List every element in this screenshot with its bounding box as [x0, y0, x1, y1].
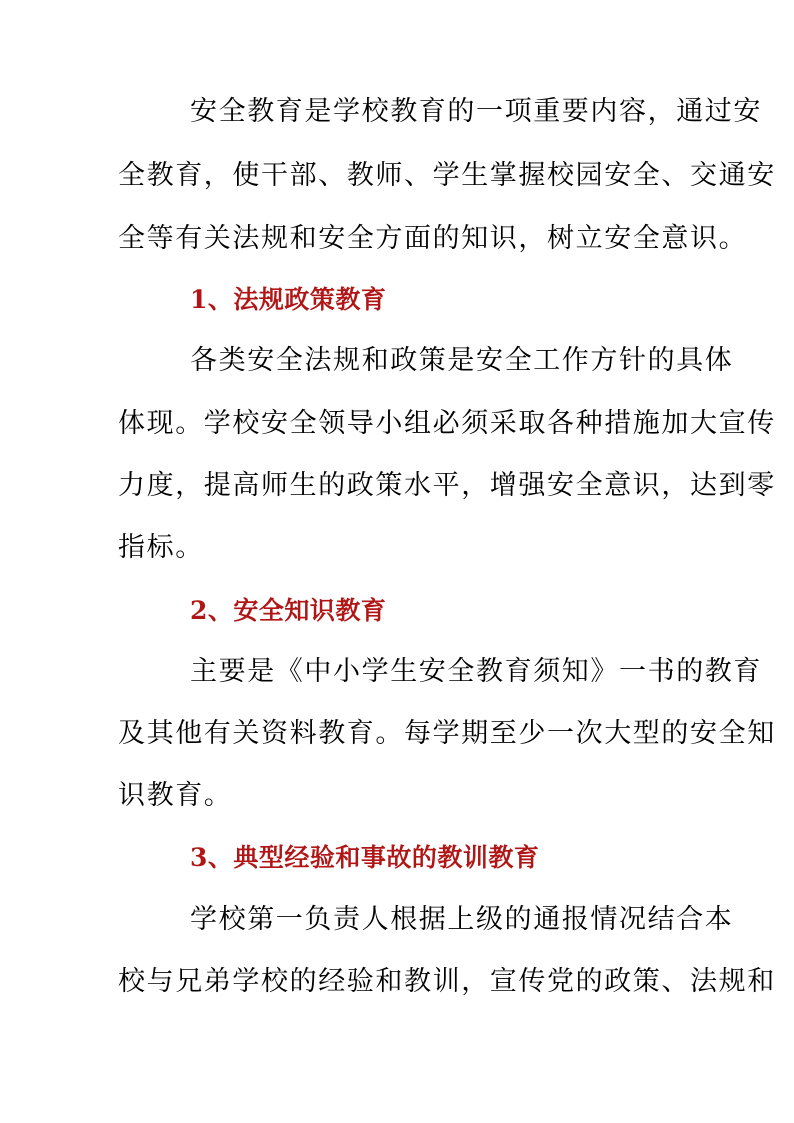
paragraph-2-line-1: 各类安全法规和政策是安全工作方针的具体: [190, 345, 734, 376]
heading-3: 3、典型经验和事故的教训教育: [190, 843, 540, 872]
heading-2: 2、安全知识教育: [190, 596, 387, 625]
paragraph-1-line-3: 全等有关法规和安全方面的知识，树立安全意识。: [118, 223, 748, 254]
heading-1: 1、法规政策教育: [190, 285, 387, 314]
paragraph-1-line-1: 安全教育是学校教育的一项重要内容，通过安: [190, 96, 762, 127]
paragraph-2-line-3: 力度，提高师生的政策水平，增强安全意识，达到零: [118, 470, 776, 501]
paragraph-1-line-2: 全教育，使干部、教师、学生掌握校园安全、交通安: [118, 160, 776, 191]
paragraph-3-line-2: 及其他有关资料教育。每学期至少一次大型的安全知: [118, 718, 776, 749]
paragraph-4-line-1: 学校第一负责人根据上级的通报情况结合本: [190, 904, 734, 935]
paragraph-3-line-3: 识教育。: [118, 780, 233, 811]
paragraph-2-line-2: 体现。学校安全领导小组必须采取各种措施加大宣传: [118, 408, 776, 439]
paragraph-4-line-2: 校与兄弟学校的经验和教训，宣传党的政策、法规和: [118, 966, 776, 997]
paragraph-3-line-1: 主要是《中小学生安全教育须知》一书的教育: [190, 656, 762, 687]
paragraph-2-line-4: 指标。: [118, 532, 204, 563]
